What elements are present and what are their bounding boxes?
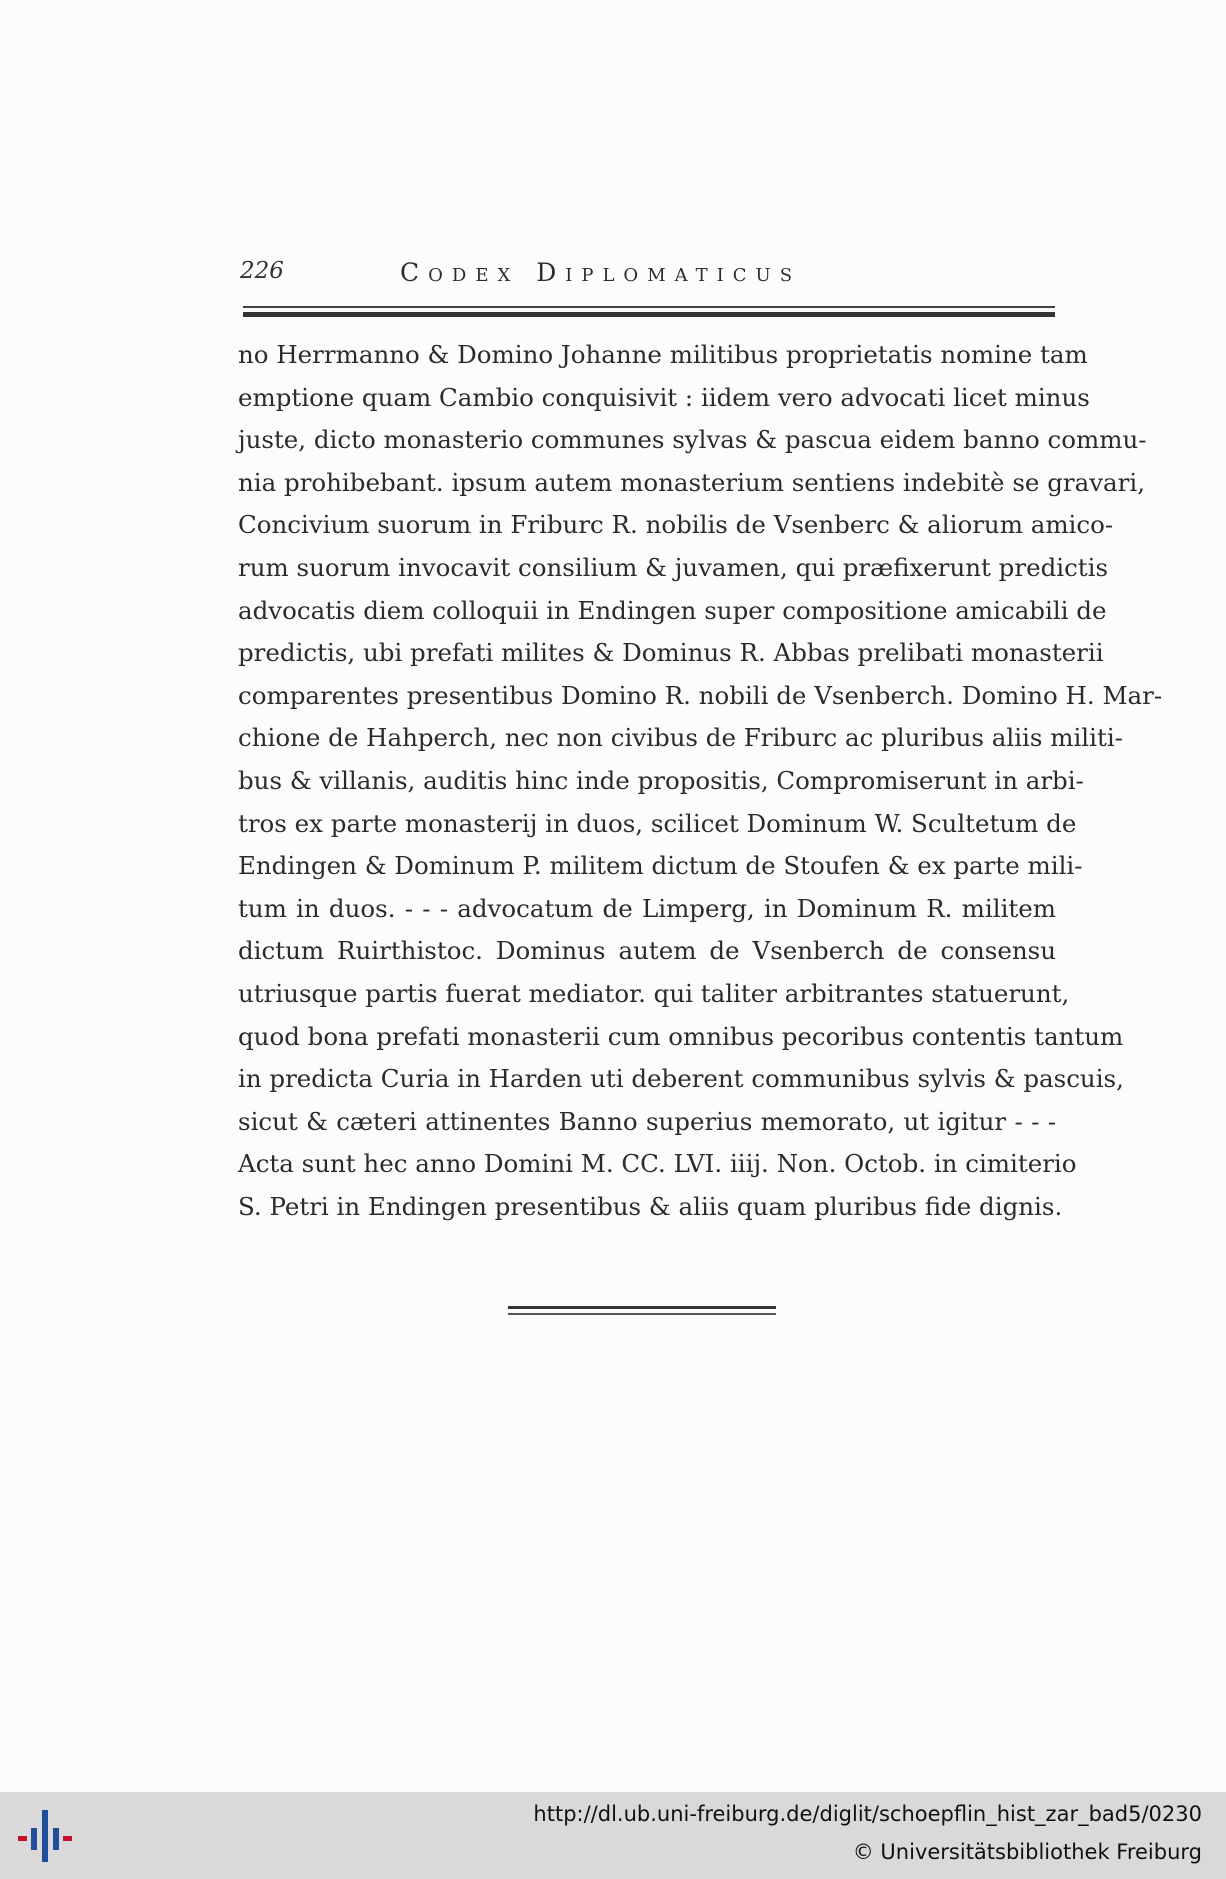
text-line: in predicta Curia in Harden uti deberent communibus sylvis & pascuis,: [238, 1064, 1124, 1094]
text-line: predictis, ubi prefati milites & Dominus R. Abbas prelibati monasterii: [238, 638, 1104, 668]
page-number: 226: [240, 258, 284, 284]
text-line: S. Petri in Endingen presentibus & aliis quam pluribus fide dignis.: [238, 1191, 1063, 1221]
running-title: Codex Diplomaticus: [400, 258, 802, 287]
text-line: tros ex parte monasterij in duos, scilicet Dominum W. Scultetum de: [238, 808, 1077, 838]
text-line: bus & villanis, auditis hinc inde propositis, Compromiserunt in arbi-: [238, 765, 1084, 795]
text-line: Acta sunt hec anno Domini M. CC. LVI. iiij. Non. Octob. in cimiterio: [238, 1149, 1077, 1179]
text-line: nia prohibebant. ipsum autem monasterium sentiens indebitè se gravari,: [238, 467, 1145, 497]
text-line: quod bona prefati monasterii cum omnibus pecoribus contentis tantum: [238, 1021, 1124, 1051]
header-rule: [243, 306, 1055, 308]
end-rule: [508, 1306, 776, 1309]
text-line: juste, dicto monasterio communes sylvas & pascua eidem banno commu-: [238, 425, 1147, 455]
text-line: tum in duos. - - - advocatum de Limperg, in Dominum R. militem: [238, 893, 1056, 923]
text-line: chione de Hahperch, nec non civibus de Friburc ac pluribus aliis militi-: [238, 723, 1123, 753]
text-line: no Herrmanno & Domino Johanne militibus proprietatis nomine tam: [238, 340, 1088, 369]
copyright-notice: © Universitätsbibliothek Freiburg: [852, 1840, 1202, 1864]
viewer-footer: [0, 1792, 1226, 1879]
text-line: comparentes presentibus Domino R. nobili de Vsenberch. Domino H. Mar-: [238, 680, 1163, 710]
text-line: utriusque partis fuerat mediator. qui taliter arbitrantes statuerunt,: [238, 978, 1070, 1008]
header-rule-thick: [243, 312, 1055, 317]
text-line: emptione quam Cambio conquisivit : iidem vero advocati licet minus: [238, 382, 1090, 412]
text-line: rum suorum invocavit consilium & juvamen, qui præfixerunt predictis: [238, 552, 1109, 582]
text-line: dictum Ruirthistoc. Dominus autem de Vsenberch de consensu: [238, 936, 1056, 966]
text-line: Endingen & Dominum P. militem dictum de Stoufen & ex parte mili-: [238, 851, 1083, 881]
body-text: [238, 334, 1163, 1228]
document-url-link[interactable]: http://dl.ub.uni-freiburg.de/diglit/schoepflin_hist_zar_bad5/0230: [533, 1802, 1202, 1826]
ub-freiburg-logo-icon[interactable]: [16, 1806, 76, 1866]
text-line: sicut & cæteri attinentes Banno superius memorato, ut igitur - - -: [238, 1106, 1056, 1136]
page-header: [240, 258, 1055, 288]
text-line: Concivium suorum in Friburc R. nobilis de Vsenberc & aliorum amico-: [238, 510, 1114, 540]
text-line: advocatis diem colloquii in Endingen super compositione amicabili de: [238, 595, 1107, 625]
end-rule-thin: [508, 1313, 776, 1315]
